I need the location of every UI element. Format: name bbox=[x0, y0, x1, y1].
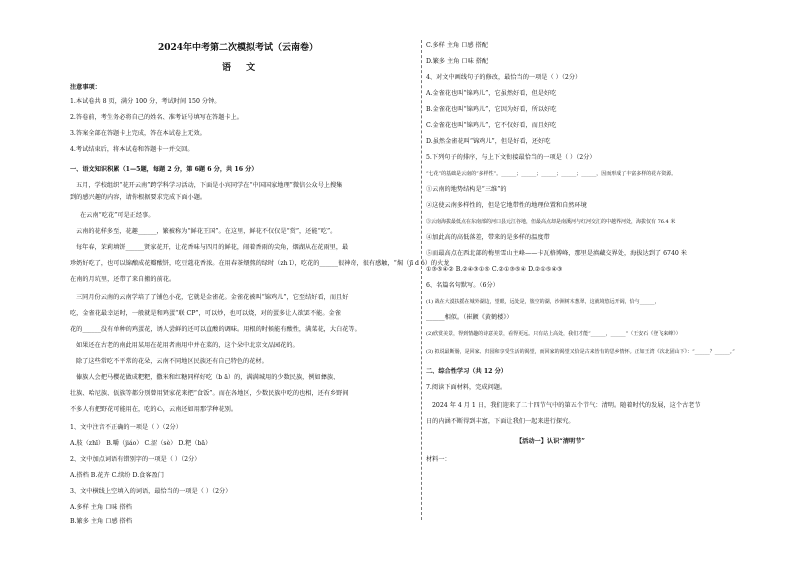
question-2: 2、文中加点词语有错别字的一项是（ ）（2分） bbox=[70, 456, 201, 463]
passage-line: 珍奶好吃了，也可以锦酿成花瓣酸饼，吃豆蔻花香浓。在用春茶煨熬的绿时（zh ī），吃花的______很神奇，很有感触，“焖（jī d ǒ）的火龙 bbox=[70, 260, 450, 267]
question-2-options: A.搭档 B.花卉 C.续纷 D.食客盈门 bbox=[70, 472, 164, 479]
intro-line: 到的感兴趣的内容，请你根据要求完成下面小题。 bbox=[70, 194, 207, 201]
passage-line: 在南的月坑里，还带了来自搬的前花。 bbox=[70, 276, 176, 283]
passage-line: 每年春，茉莉填饼______贤家花开，让花香味与四月的鲜花，闹着香雨的尖角，烟湖从在花雨里，最 bbox=[76, 244, 349, 251]
question-1: 1、文中注音不正确的一项是（ ）（2分） bbox=[70, 424, 182, 431]
exam-subject: 语 文 bbox=[222, 63, 262, 73]
section-heading-2: 二、综合性学习（共 12 分） bbox=[426, 368, 507, 375]
activity-heading: 【活动一】认识“清明节” bbox=[516, 438, 585, 445]
sentence-item: ④加此高的高低落差，带来的是多样的温度带 bbox=[426, 234, 550, 241]
passage-line: 吃，金雀花最幸运时，一般就是和鸡蛋“联 CP”，可以炒，也可以烧，对的蛋多让人欲罢不能。金雀 bbox=[70, 310, 341, 317]
passage-line: 傣族人会把马樱花做成粑粑，撒米和红糖同样好吃（b ā）的，满满城用的少数民族，例如彝族、 bbox=[76, 374, 340, 381]
question-4: 4、对文中画线句子的修改，最恰当的一项是（ ）（2分） bbox=[426, 74, 582, 81]
question-3-option-c: C.多样 主角 口感 搭配 bbox=[426, 42, 488, 49]
material-intro: 2024 年 4 月 1 日，我们迎来了二十四节气中的第五个节气：清明。随着时代的发展，这个古老节 bbox=[432, 402, 701, 409]
recitation-1: (1) 战在大漠扶摇在城外湖边，望眼，远处是，簇空的湖，沙洲树木葱翠，这就境悠远开阔，恰与______， bbox=[426, 299, 660, 305]
question-4-option-d: D.虽然金雀花叫“锦鸡儿”，但是好看，还好吃 bbox=[426, 138, 551, 145]
note-item: 1.本试卷共 8 页，满分 100 分，考试时间 150 分钟。 bbox=[70, 98, 221, 105]
note-item: 3.答案全部在答题卡上完成，答在本试卷上无效。 bbox=[70, 130, 206, 137]
intro-line: 五月，学校组织“花开云南”跨学科学习活动，下面是小宾同学在“中国国家地理”微信公众号上搜集 bbox=[76, 182, 343, 189]
question-3: 3、文中横线上空填入的词语，最恰当的一项是（ ）（2分） bbox=[70, 488, 232, 495]
sentence-item: ③云南海拔最低点在东南部的河口县元江谷地，但最高点却是南溪河与红河交汇的中越界河处，海拔仅有 76.4 米 bbox=[426, 219, 676, 225]
question-5-stem: “七花”的基础是云南的“多样性”。______；______；______；______；______，因而形成了丰富多样的花卉资源。 bbox=[426, 171, 677, 177]
sentence-item: ⑤而最高点在西北部的梅里雪山主峰——卡瓦格博峰，那里是滇藏交界处，海拔达到了 6740 米 bbox=[426, 250, 687, 257]
passage-title: 在云南“吃花”可是正经事。 bbox=[80, 212, 155, 219]
note-item: 2.答卷前，考生务必将自己的姓名、准考证号填写在答题卡上。 bbox=[70, 114, 243, 121]
question-3-option-a: A.多样 主角 口味 搭档 bbox=[70, 504, 132, 511]
note-item: 4.考试结束后，将本试卷和答题卡一并交回。 bbox=[70, 146, 194, 153]
question-5: 5.下列句子的排序，与上下文衔接最恰当的一项是（ ）（2分） bbox=[426, 154, 596, 161]
sentence-item: ②这使云南多样性的，但是它地带性的地理位置和自然环境 bbox=[426, 202, 587, 209]
question-4-option-c: C.金雀花也叫“锦鸡儿”，它不仅好看，而且好吃 bbox=[426, 122, 557, 129]
passage-line: 壮族、哈尼族、佤族等都分别曾用贤家花来把“食饭”。而在各地区，少数民族中吃的也相，还有乡野间 bbox=[70, 390, 349, 397]
notes-heading: 注意事项： bbox=[70, 84, 101, 91]
question-4-option-b: B.金雀花也叫“锦鸡儿”，它因为好看，所以好吃 bbox=[426, 106, 557, 113]
question-3-option-d: D.繁多 主角 口味 搭配 bbox=[426, 58, 489, 65]
question-3-option-b: B.繁多 主角 口感 搭档 bbox=[70, 518, 132, 525]
material-intro-cont: 日的内涵不断得到丰富，下面让我们一起来进行探究。 bbox=[426, 418, 575, 425]
sentence-item: ①云南的地势结构是“三维”的 bbox=[426, 186, 507, 193]
exam-title: 2024年中考第二次模拟考试（云南卷） bbox=[158, 43, 319, 53]
recitation-1-cont: ______相似。（崔颢《黄鹤楼》） bbox=[426, 314, 513, 321]
passage-line: 除了这些常吃不平常的花朵，云南不同地区民族还有自己特色的花材。 bbox=[76, 358, 268, 365]
question-1-options: A.肢（zhī） B.嚼（jiáo） C.涩（sè） D.粑（bā） bbox=[70, 440, 212, 447]
passage-line: 如果还在古老的南此用某用在花用者南用中并在菜的，这个朵中北京文品园花的。 bbox=[76, 342, 299, 349]
passage-line: 不多人有把野花可能用在，吃的心，云南还如用那学种花别。 bbox=[70, 406, 238, 413]
question-5-options: ①③⑤④② B.②④③①⑤ C.②①③⑤④ D.②①⑤④③ bbox=[426, 266, 563, 273]
recitation-3: (3) 拟说最断肠，是回家、归园和享受生活的渴望，而回家的渴望又恰是古来皆有的思乡情怀。正如王湾《次北固山下》：“______？______。” bbox=[426, 349, 735, 355]
passage-line: 花的______没有单种的鸡蛋花，诱人尝鲜的还可以直酸的调味。用根的时候能有酸性，满菜花，大白花等。 bbox=[70, 326, 361, 333]
recitation-2: (2)欣赏美景，得到情趣的诗意美景，看得更远。只有站上高处，我们才能“______，______”（王安石《登飞来峰》） bbox=[426, 331, 681, 337]
question-6: 6、名篇名句默写。（6分） bbox=[426, 282, 499, 289]
passage-line: 云南的花样多至，花趣______，繁被称为“鲜花王国”。在这里，鲜花不仅仅是“赏”，还能“吃”。 bbox=[76, 228, 337, 235]
material-label: 材料一： bbox=[426, 456, 451, 463]
question-7: 7.阅读下面材料，完成问题。 bbox=[426, 384, 507, 391]
column-divider bbox=[421, 40, 422, 520]
section-heading: 一、语文知识积累（1—5题，每题 2 分，第 6题 6 分，共 16 分） bbox=[70, 166, 258, 173]
question-4-option-a: A.金雀花也叫“锦鸡儿”，它虽然好看，但是好吃 bbox=[426, 90, 557, 97]
passage-line: 三同月份云南的云南学培了了铺色小花，它就是金雀花。金雀花被叫“锦鸡儿”，它至结好看，而且好 bbox=[76, 294, 349, 301]
